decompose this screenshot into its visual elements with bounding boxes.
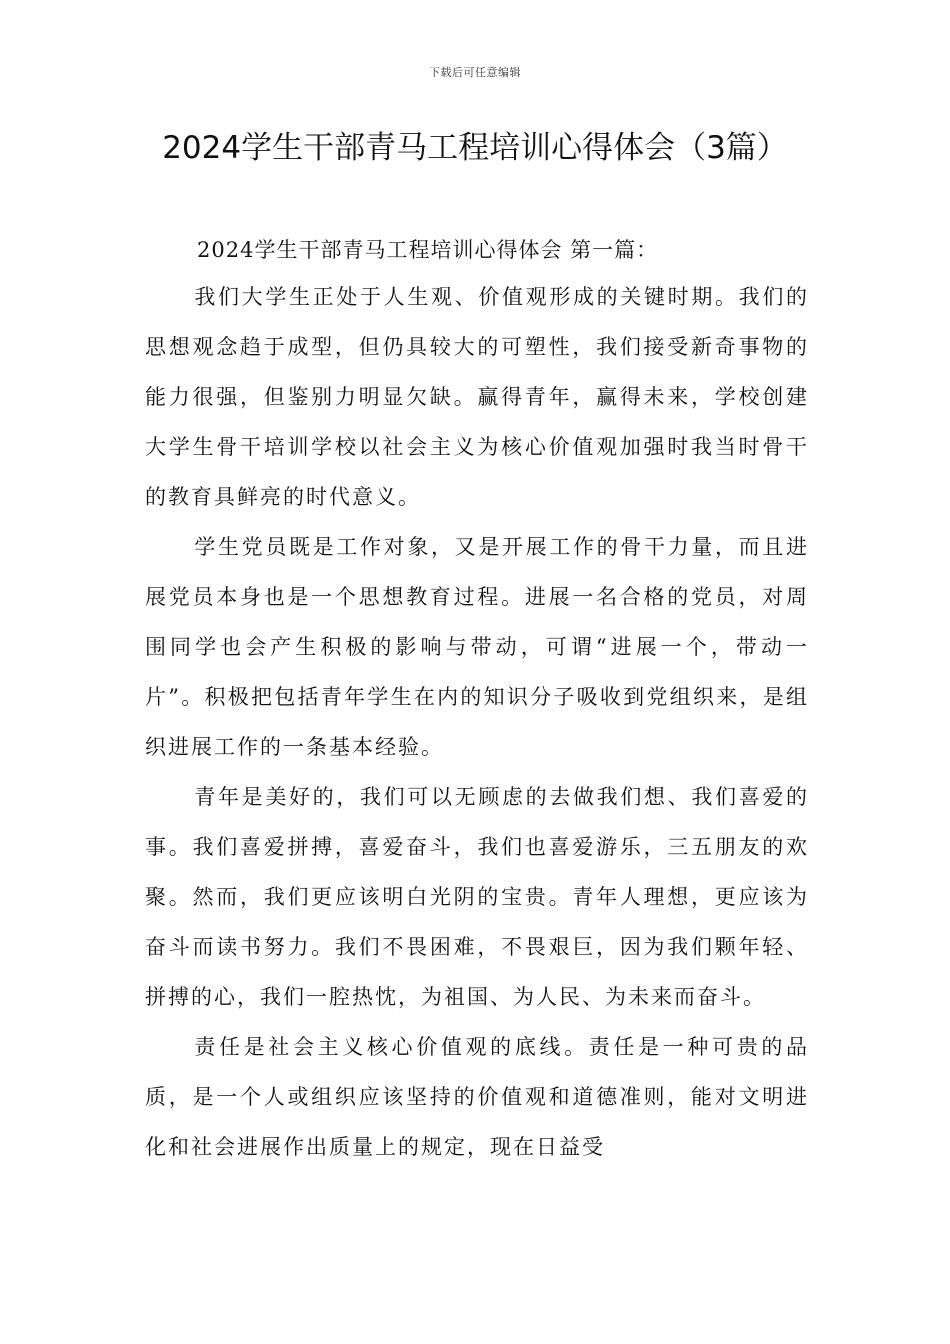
paragraph: 我们大学生正处于人生观、价值观形成的关键时期。我们的思想观念趋于成型，但仍具较大的可塑性，我们接受新奇事物的能力很强，但鉴别力明显欠缺。赢得青年，赢得未来，学校创建大学生骨干培训学校以社会主义为核心价值观加强时我当时骨干的教育具鲜亮的时代意义。 xyxy=(145,285,809,509)
paragraph: 学生党员既是工作对象，又是开展工作的骨干力量，而且进展党员本身也是一个思想教育过程。进展一名合格的党员，对周围同学也会产生积极的影响与带动，可谓“进展一个，带动一片”。积极把包括青年学生在内的知识分子吸收到党组织来，是组织进展工作的一条基本经验。 xyxy=(145,535,809,759)
document-title: 2024学生干部青马工程培训心得体会（3篇） xyxy=(162,130,788,166)
document-body xyxy=(145,228,809,1172)
section-heading: 2024学生干部青马工程培训心得体会 第一篇： xyxy=(197,238,659,262)
paragraph: 责任是社会主义核心价值观的底线。责任是一种可贵的品质，是一个人或组织应该坚持的价值观和道德准则，能对文明进化和社会进展作出质量上的规定，现在日益受 xyxy=(145,1035,809,1159)
paragraph: 青年是美好的，我们可以无顾虑的去做我们想、我们喜爱的事。我们喜爱拼搏，喜爱奋斗，我们也喜爱游乐，三五朋友的欢聚。然而，我们更应该明白光阴的宝贵。青年人理想，更应该为奋斗而读书努力。我们不畏困难，不畏艰巨，因为我们颗年轻、拼搏的心，我们一腔热忱，为祖国、为人民、为未来而奋斗。 xyxy=(145,785,809,1009)
header-note: 下载后可任意编辑 xyxy=(429,66,521,79)
